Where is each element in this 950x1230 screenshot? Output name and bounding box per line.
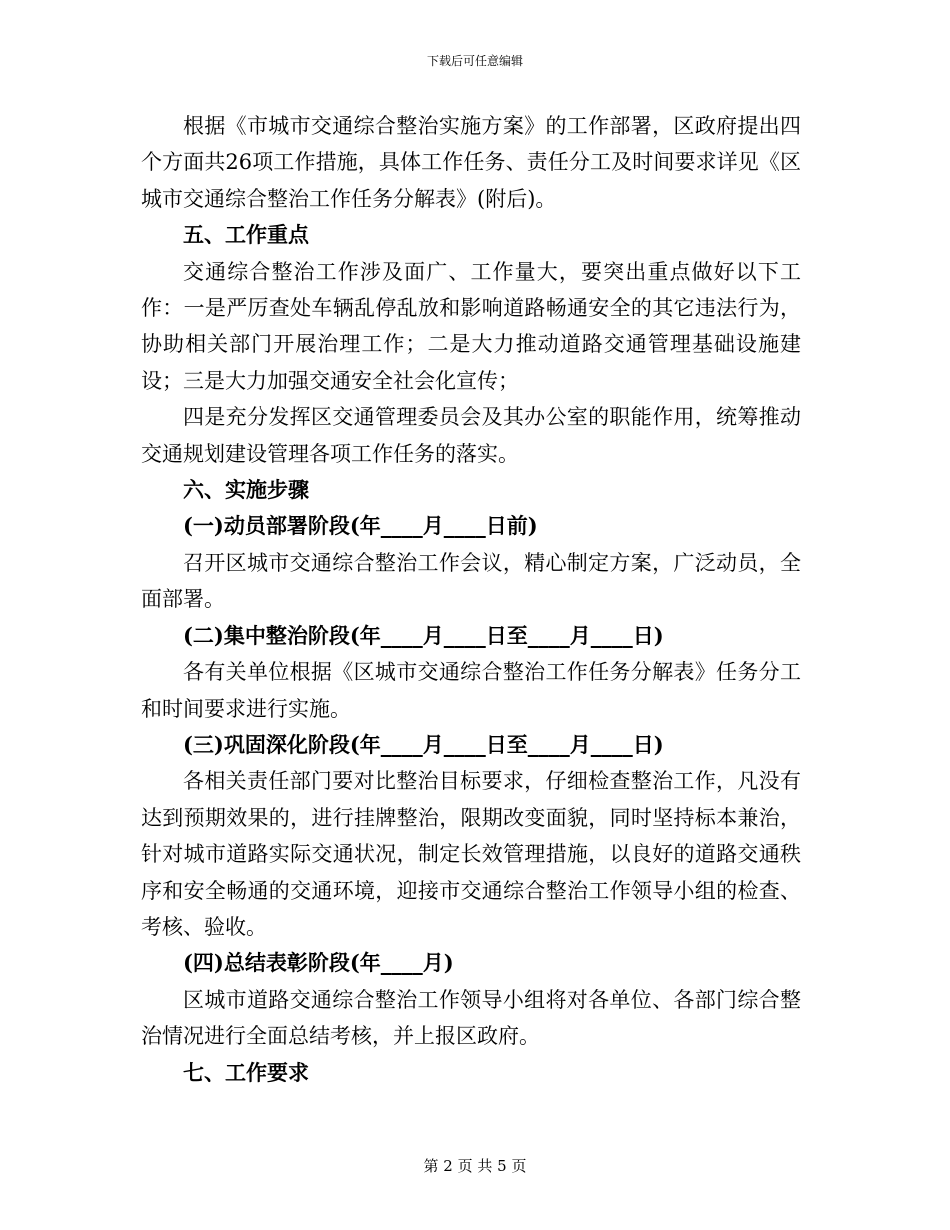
document-body — [141, 108, 801, 1091]
paragraph-summary-stage: 区城市道路交通综合整治工作领导小组将对各单位、各部门综合整治情况进行全面总结考核，并上报区政府。 — [141, 987, 801, 1049]
subheading-consolidation-stage: (三)巩固深化阶段(年____月____日至____月____日) — [183, 731, 664, 757]
paragraph-work-focus: 交通综合整治工作涉及面广、工作量大，要突出重点做好以下工作：一是严厉查处车辆乱停乱放和影响道路畅通安全的其它违法行为，协助相关部门开展治理工作；二是大力推动道路交通管理基础设施建设；三是大力加强交通安全社会化宣传； — [141, 259, 801, 393]
paragraph-concentrated-rectification-stage: 各有关单位根据《区城市交通综合整治工作任务分解表》任务分工和时间要求进行实施。 — [141, 660, 801, 721]
section-heading-implementation-steps: 六、实施步骤 — [183, 477, 309, 503]
subheading-mobilization-stage: (一)动员部署阶段(年____月____日前) — [183, 513, 538, 539]
paragraph-mobilization-stage: 召开区城市交通综合整治工作会议，精心制定方案，广泛动员，全面部署。 — [141, 550, 801, 612]
paragraph-work-measures: 根据《市城市交通综合整治实施方案》的工作部署，区政府提出四个方面共26项工作措施，具体工作任务、责任分工及时间要求详见《区城市交通综合整治工作任务分解表》(附后)。 — [141, 114, 801, 211]
subheading-summary-stage: (四)总结表彰阶段(年____月) — [183, 950, 454, 976]
section-heading-work-requirements: 七、工作要求 — [183, 1059, 309, 1085]
paragraph-committee-role: 四是充分发挥区交通管理委员会及其办公室的职能作用，统筹推动交通规划建设管理各项工作任务的落实。 — [141, 405, 801, 466]
header-note: 下载后可任意编辑 — [426, 54, 523, 68]
page-number: 第 2 页 共 5 页 — [423, 1157, 527, 1175]
subheading-concentrated-rectification-stage: (二)集中整治阶段(年____月____日至____月____日) — [183, 622, 664, 648]
paragraph-consolidation-stage: 各相关责任部门要对比整治目标要求，仔细检查整治工作，凡没有达到预期效果的，进行挂牌整治，限期改变面貌，同时坚持标本兼治，针对城市道路实际交通状况，制定长效管理措施，以良好的道路交通秩序和安全畅通的交通环境，迎接市交通综合整治工作领导小组的检查、考核、验收。 — [141, 769, 801, 939]
section-heading-work-focus: 五、工作重点 — [183, 222, 309, 248]
